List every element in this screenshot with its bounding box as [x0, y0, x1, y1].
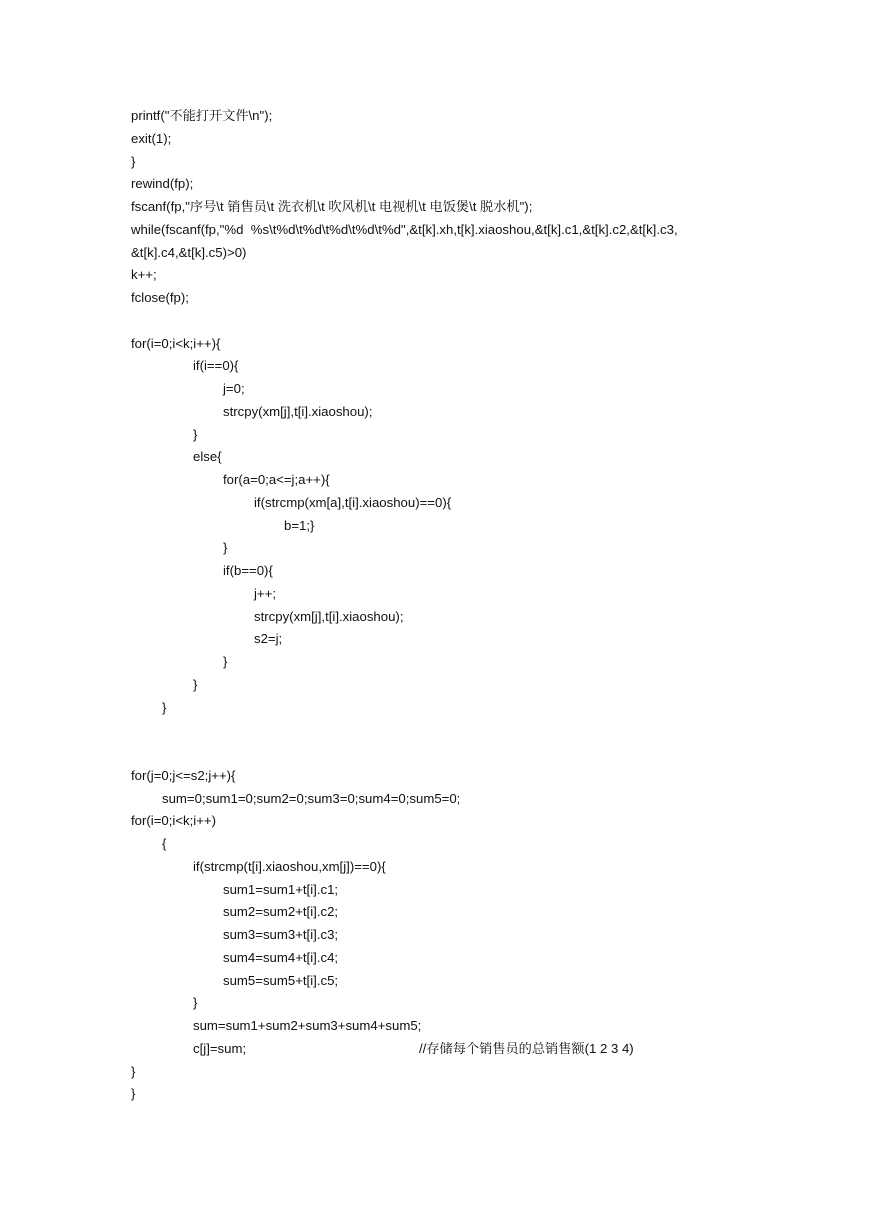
code-line: }: [193, 426, 198, 442]
code-line: sum1=sum1+t[i].c1;: [223, 881, 339, 897]
code-line: }: [223, 654, 228, 669]
code-line: j++;: [254, 585, 276, 601]
code-line: sum3=sum3+t[i].c3;: [223, 927, 339, 942]
code-line: if(strcmp(t[i].xiaoshou,xm[j])==0){: [193, 858, 386, 874]
code-line: printf("不能打开文件\n");: [131, 108, 273, 123]
code-comment: //存储每个销售员的总销售额(1 2 3 4): [419, 1040, 634, 1056]
code-line: }: [162, 699, 167, 715]
code-line: }: [131, 1086, 136, 1102]
code-line: if(strcmp(xm[a],t[i].xiaoshou)==0){: [254, 494, 452, 510]
code-line: else{: [193, 449, 222, 465]
code-line: for(i=0;i<k;i++): [131, 813, 217, 829]
code-line: rewind(fp);: [131, 176, 194, 192]
code-line: if(i==0){: [193, 358, 239, 374]
code-line: sum2=sum2+t[i].c2;: [223, 904, 339, 920]
code-line: exit(1);: [131, 130, 172, 146]
code-line: }: [131, 1063, 136, 1079]
blank-line: [131, 719, 831, 742]
code-listing: [131, 105, 831, 1106]
code-text: c[j]=sum;: [193, 1040, 247, 1056]
code-line: if(b==0){: [223, 563, 273, 578]
blank-line: [131, 742, 831, 765]
blank-line: [131, 310, 831, 333]
code-line-with-comment: [131, 1038, 831, 1061]
code-line: j=0;: [223, 381, 245, 396]
code-line: strcpy(xm[j],t[i].xiaoshou);: [223, 403, 373, 419]
code-line: strcpy(xm[j],t[i].xiaoshou);: [254, 608, 404, 624]
code-line: &t[k].c4,&t[k].c5)>0): [131, 244, 247, 260]
code-line: {: [162, 836, 167, 851]
code-line: }: [223, 540, 228, 556]
code-line: for(a=0;a<=j;a++){: [223, 472, 330, 487]
code-line: }: [193, 995, 198, 1011]
code-line: }: [131, 153, 136, 169]
code-line: s2=j;: [254, 631, 283, 647]
code-line: fclose(fp);: [131, 290, 189, 305]
code-line: sum=sum1+sum2+sum3+sum4+sum5;: [193, 1018, 422, 1033]
code-line: fscanf(fp,"序号\t 销售员\t 洗衣机\t 吹风机\t 电视机\t 电饭煲\t 脱水机");: [131, 199, 533, 214]
code-line: sum4=sum4+t[i].c4;: [223, 949, 339, 965]
code-line: }: [193, 676, 198, 692]
code-line: sum5=sum5+t[i].c5;: [223, 972, 339, 988]
code-line: for(i=0;i<k;i++){: [131, 335, 221, 351]
code-line: b=1;}: [284, 517, 315, 533]
code-line: sum=0;sum1=0;sum2=0;sum3=0;sum4=0;sum5=0;: [162, 790, 461, 806]
code-line: while(fscanf(fp,"%d %s\t%d\t%d\t%d\t%d\t%d",&t[k].xh,t[k].xiaoshou,&t[k].c1,&t[k].c2,&t[k].c3,: [131, 221, 678, 237]
code-line: k++;: [131, 267, 157, 283]
code-line: for(j=0;j<=s2;j++){: [131, 767, 236, 783]
